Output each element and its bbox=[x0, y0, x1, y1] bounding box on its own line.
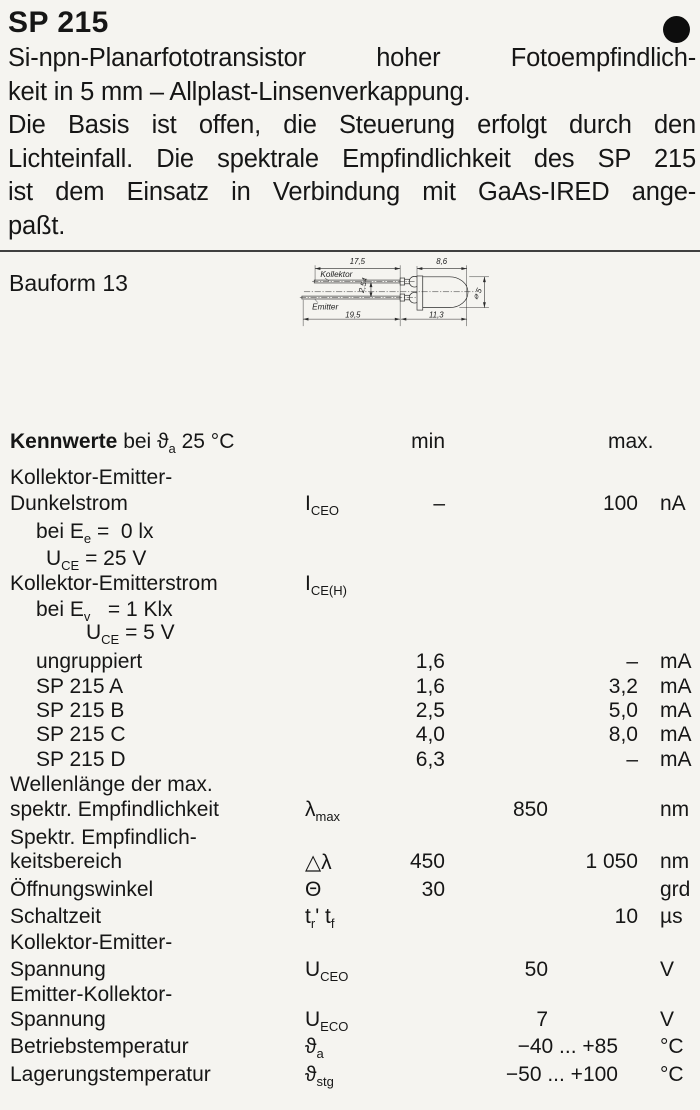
symbol-sub: f bbox=[330, 916, 335, 932]
value-min: 4,0 bbox=[415, 723, 445, 746]
param-name: keitsbereich bbox=[10, 850, 123, 873]
package-flange bbox=[417, 276, 423, 310]
param-symbol bbox=[305, 905, 335, 932]
symbol-base: ϑ bbox=[305, 1035, 317, 1058]
test-condition bbox=[86, 621, 175, 648]
table-row bbox=[0, 650, 700, 676]
param-name: Wellenlänge der max. bbox=[10, 773, 213, 796]
symbol-sub: ECO bbox=[320, 1019, 349, 1035]
param-symbol bbox=[305, 958, 349, 985]
unit: mA bbox=[660, 748, 692, 771]
table-row bbox=[0, 723, 700, 749]
condition-post: = 0 lx bbox=[91, 520, 154, 543]
value-typ: 50 bbox=[524, 958, 548, 981]
value-range: −40 ... +85 bbox=[517, 1035, 618, 1058]
unit: mA bbox=[660, 650, 692, 673]
symbol-sub: r bbox=[310, 916, 316, 932]
table-row bbox=[0, 931, 700, 957]
param-name: spektr. Empfindlichkeit bbox=[10, 798, 219, 821]
unit: °C bbox=[660, 1063, 684, 1086]
param-name: Schaltzeit bbox=[10, 905, 102, 928]
header-condition-pre: bei bbox=[117, 430, 158, 453]
value-max: – bbox=[626, 650, 638, 673]
param-name: Kollektor-Emitter- bbox=[10, 931, 173, 954]
param-symbol bbox=[305, 572, 347, 599]
param-symbol bbox=[305, 1008, 349, 1035]
test-condition bbox=[36, 598, 173, 625]
param-name: Lagerungstemperatur bbox=[10, 1063, 211, 1086]
description-paragraphs bbox=[8, 42, 696, 243]
param-name: Kollektor-Emitterstrom bbox=[10, 572, 218, 595]
value-min: 450 bbox=[409, 850, 445, 873]
value-max: 3,2 bbox=[608, 675, 638, 698]
table-row bbox=[0, 699, 700, 725]
unit: V bbox=[660, 1008, 675, 1031]
param-name: SP 215 B bbox=[36, 699, 125, 722]
param-symbol bbox=[305, 878, 321, 902]
condition-post: = 25 V bbox=[79, 547, 147, 570]
symbol-sub: stg bbox=[316, 1074, 334, 1090]
unit: mA bbox=[660, 723, 692, 746]
unit: °C bbox=[660, 1035, 684, 1058]
symbol-sub: max bbox=[315, 809, 341, 825]
value-range: −50 ... +100 bbox=[505, 1063, 618, 1086]
symbol-base: U bbox=[305, 958, 321, 981]
theta-subscript: a bbox=[168, 441, 176, 457]
value-max: 1 050 bbox=[585, 850, 638, 873]
column-header-min: min bbox=[411, 430, 445, 453]
symbol-base: I bbox=[305, 492, 311, 515]
table-row bbox=[0, 621, 700, 647]
table-row bbox=[0, 850, 700, 876]
table-row bbox=[0, 492, 700, 518]
param-symbol bbox=[305, 1063, 334, 1090]
arrowhead bbox=[461, 318, 466, 321]
symbol-sub: CEO bbox=[310, 503, 340, 519]
unit: nm bbox=[660, 798, 690, 821]
unit: nm bbox=[660, 850, 690, 873]
condition-post: = 1 Klx bbox=[90, 598, 173, 621]
value-max: 5,0 bbox=[608, 699, 638, 722]
table-row bbox=[0, 1063, 700, 1089]
arrowhead bbox=[303, 318, 308, 321]
arrowhead bbox=[395, 267, 400, 270]
param-name: Spannung bbox=[10, 1008, 106, 1031]
param-name: Kollektor-Emitter- bbox=[10, 466, 173, 489]
symbol-base: Θ bbox=[305, 878, 322, 901]
value-max: 8,0 bbox=[608, 723, 638, 746]
theta-symbol: ϑ bbox=[157, 430, 169, 453]
condition-pre: bei E bbox=[36, 598, 84, 621]
unit: mA bbox=[660, 675, 692, 698]
collector-label: Kollektor bbox=[320, 269, 353, 279]
intro-line: keit in 5 mm – Allplast-Linsenverkappung. bbox=[8, 77, 471, 106]
value-min: 2,5 bbox=[415, 699, 445, 722]
dim-label-dia-5: ⌀ 5 bbox=[470, 286, 484, 301]
value-min: 30 bbox=[421, 878, 445, 901]
package-variant-label: Bauform 13 bbox=[9, 270, 128, 296]
emitter-label: Emitter bbox=[312, 302, 339, 312]
dim-label-2-54: 2,54 bbox=[356, 276, 370, 294]
section-divider bbox=[0, 250, 700, 252]
condition-sub: v bbox=[83, 609, 91, 625]
arrowhead bbox=[483, 277, 486, 282]
unit: grd bbox=[660, 878, 691, 901]
table-row bbox=[0, 572, 700, 598]
package-drawing bbox=[0, 255, 700, 433]
symbol-sub: CEO bbox=[320, 969, 349, 985]
param-symbol bbox=[305, 850, 332, 875]
value-min: – bbox=[433, 492, 445, 515]
arrowhead bbox=[401, 318, 406, 321]
param-symbol bbox=[305, 798, 341, 825]
corner-dot-marker bbox=[663, 16, 690, 43]
intro-line: Die Basis ist offen, die Steuerung erfolgt durch den bbox=[8, 111, 696, 139]
table-row bbox=[0, 773, 700, 799]
param-symbol bbox=[305, 1035, 324, 1062]
package-dome bbox=[423, 277, 468, 308]
param-name: ungruppiert bbox=[36, 650, 143, 673]
condition-pre: bei E bbox=[36, 520, 84, 543]
arrowhead bbox=[417, 267, 422, 270]
symbol-mid: ' t bbox=[315, 905, 331, 928]
table-header-row bbox=[0, 430, 700, 456]
table-row bbox=[0, 983, 700, 1009]
param-name: Betriebstemperatur bbox=[10, 1035, 189, 1058]
intro-line: Si-npn-Planarfototransistor hoher Fotoempfindlich- bbox=[8, 44, 696, 72]
condition-pre: U bbox=[46, 547, 62, 570]
param-name: Emitter-Kollektor- bbox=[10, 983, 173, 1006]
dim-label-11-3: 11,3 bbox=[429, 310, 444, 320]
table-row bbox=[0, 1035, 700, 1061]
symbol-sub: CE(H) bbox=[310, 583, 347, 599]
symbol-base: I bbox=[305, 572, 311, 595]
symbol-base: ϑ bbox=[305, 1063, 317, 1086]
kennwerte-label: Kennwerte bbox=[10, 430, 118, 453]
symbol-base: t bbox=[305, 905, 311, 928]
table-row bbox=[0, 878, 700, 904]
param-name: SP 215 D bbox=[36, 748, 126, 771]
symbol-base: U bbox=[305, 1008, 321, 1031]
unit: nA bbox=[660, 492, 686, 515]
arrowhead bbox=[461, 267, 466, 270]
symbol-sub: a bbox=[316, 1046, 324, 1062]
value-max: 100 bbox=[602, 492, 638, 515]
symbol-base: λ bbox=[305, 798, 316, 821]
dim-label-19-5: 19,5 bbox=[345, 310, 361, 320]
param-name: Dunkelstrom bbox=[10, 492, 128, 515]
value-typ: 850 bbox=[512, 798, 548, 821]
dim-label-17-5: 17,5 bbox=[349, 257, 365, 267]
table-row bbox=[0, 547, 700, 573]
param-name: SP 215 A bbox=[36, 675, 124, 698]
dim-label-8-6: 8,6 bbox=[436, 257, 448, 267]
page-title: SP 215 bbox=[8, 6, 109, 39]
test-condition bbox=[36, 520, 154, 547]
column-header-max: max. bbox=[608, 430, 654, 453]
table-row bbox=[0, 1008, 700, 1034]
value-max: – bbox=[626, 748, 638, 771]
unit: V bbox=[660, 958, 675, 981]
param-name: Öffnungswinkel bbox=[10, 878, 154, 901]
header-condition-post: 25 °C bbox=[175, 430, 235, 453]
intro-line: Lichteinfall. Die spektrale Empfindlichkeit des SP 215 bbox=[8, 144, 696, 173]
intro-line: ist dem Einsatz in Verbindung mit GaAs-IRED ange- bbox=[8, 178, 696, 206]
table-row bbox=[0, 520, 700, 546]
table-row bbox=[0, 826, 700, 852]
table-header-title bbox=[10, 430, 235, 457]
condition-sub: CE bbox=[101, 632, 120, 648]
param-name: SP 215 C bbox=[36, 723, 126, 746]
table-row bbox=[0, 748, 700, 774]
value-min: 6,3 bbox=[415, 748, 445, 771]
symbol-base: △λ bbox=[305, 851, 332, 874]
table-row bbox=[0, 675, 700, 701]
test-condition bbox=[46, 547, 147, 574]
param-symbol bbox=[305, 492, 340, 519]
intro-line: paßt. bbox=[8, 211, 66, 240]
arrowhead bbox=[395, 318, 400, 321]
value-min: 1,6 bbox=[415, 675, 445, 698]
value-max: 10 bbox=[614, 905, 638, 928]
condition-sub: e bbox=[83, 531, 92, 547]
condition-post: = 5 V bbox=[119, 621, 175, 644]
condition-pre: U bbox=[86, 621, 102, 644]
unit: mA bbox=[660, 699, 692, 722]
table-row bbox=[0, 958, 700, 984]
arrowhead bbox=[315, 267, 320, 270]
arrowhead bbox=[483, 302, 486, 307]
unit: µs bbox=[660, 905, 683, 928]
table-row bbox=[0, 905, 700, 931]
condition-sub: CE bbox=[61, 558, 80, 574]
table-row bbox=[0, 466, 700, 492]
table-row bbox=[0, 798, 700, 824]
value-typ: 7 bbox=[536, 1008, 548, 1031]
param-name: Spektr. Empfindlich- bbox=[10, 826, 197, 849]
value-min: 1,6 bbox=[415, 650, 445, 673]
param-name: Spannung bbox=[10, 958, 106, 981]
